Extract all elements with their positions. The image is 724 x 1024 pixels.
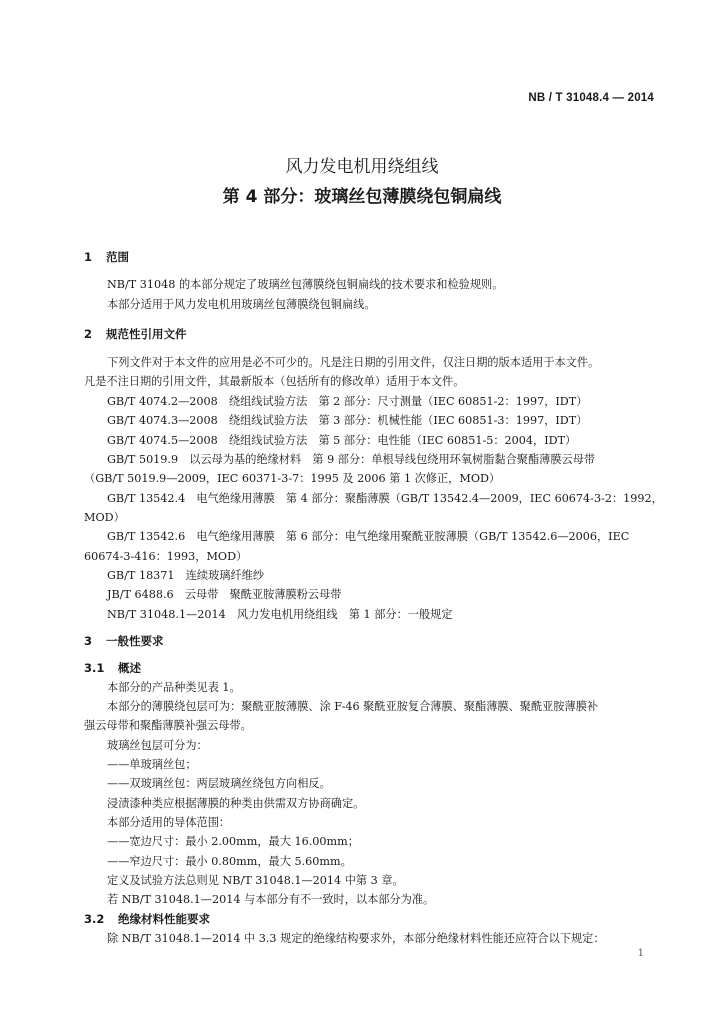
subsection-title: 概述 — [118, 661, 141, 675]
paragraph: 若 NB/T 31048.1—2014 与本部分有不一致时，以本部分为准。 — [107, 893, 435, 906]
list-item: ——双玻璃丝包：两层玻璃丝绕包方向相反。 — [107, 777, 331, 790]
section-title: 一般性要求 — [106, 634, 164, 648]
reference-item-cont: （GB/T 5019.9—2009，IEC 60371-3-7：1995 及 2006 第 1 次修正，MOD） — [84, 472, 501, 485]
paragraph: 本部分的产品种类见表 1。 — [107, 681, 241, 694]
document-subtitle: 第 4 部分：玻璃丝包薄膜绕包铜扁线 — [222, 187, 502, 207]
paragraph: NB/T 31048 的本部分规定了玻璃丝包薄膜绕包铜扁线的技术要求和检验规则。 — [107, 278, 504, 291]
list-item: ——单玻璃丝包； — [107, 758, 197, 771]
page-number: 1 — [637, 948, 644, 959]
reference-item: GB/T 18371 连续玻璃纤维纱 — [107, 569, 265, 582]
reference-item: GB/T 5019.9 以云母为基的绝缘材料 第 9 部分：单根导线包绕用环氧树脂黏合聚酯薄膜云母带 — [107, 453, 596, 466]
subsection-3-1-heading — [84, 661, 664, 675]
section-title: 范围 — [106, 250, 129, 264]
reference-item: GB/T 4074.5—2008 绕组线试验方法 第 5 部分：电性能（IEC 60851-5：2004，IDT） — [107, 434, 577, 447]
reference-item: GB/T 13542.6 电气绝缘用薄膜 第 6 部分：电气绝缘用聚酰亚胺薄膜（GB/T 13542.6—2006，IEC — [107, 530, 630, 543]
reference-item: GB/T 13542.4 电气绝缘用薄膜 第 4 部分：聚酯薄膜（GB/T 13542.4—2009，IEC 60674-3-2：1992， — [107, 492, 663, 505]
subsection-number: 3.1 — [84, 661, 105, 675]
document-title: 风力发电机用绕组线 — [285, 157, 439, 177]
reference-item: JB/T 6488.6 云母带 聚酰亚胺薄膜粉云母带 — [107, 588, 342, 601]
section-number: 2 — [84, 327, 93, 341]
list-item: ——窄边尺寸：最小 0.80mm，最大 5.60mm。 — [107, 855, 352, 868]
section-2-heading — [84, 327, 664, 341]
paragraph: 本部分适用的导体范围： — [107, 816, 231, 829]
paragraph: 定义及试验方法总则见 NB/T 31048.1—2014 中第 3 章。 — [107, 874, 404, 887]
paragraph: 本部分的薄膜绕包层可为：聚酰亚胺薄膜、涂 F-46 聚酰亚胺复合薄膜、聚酯薄膜、聚酰亚胺薄膜补 — [107, 700, 599, 713]
paragraph: 玻璃丝包层可分为： — [107, 739, 208, 752]
paragraph: 浸渍漆种类应根据薄膜的种类由供需双方协商确定。 — [107, 797, 365, 810]
list-item: ——宽边尺寸：最小 2.00mm，最大 16.00mm； — [107, 835, 359, 848]
paragraph: 除 NB/T 31048.1—2014 中 3.3 规定的绝缘结构要求外，本部分绝缘材料性能还应符合以下规定： — [107, 932, 605, 945]
reference-item: NB/T 31048.1—2014 风力发电机用绕组线 第 1 部分：一般规定 — [107, 608, 453, 621]
reference-item: GB/T 4074.3—2008 绕组线试验方法 第 3 部分：机械性能（IEC 60851-3：1997，IDT） — [107, 414, 588, 427]
section-3-heading — [84, 634, 664, 648]
reference-item-cont: MOD） — [84, 511, 125, 524]
section-number: 3 — [84, 634, 93, 648]
paragraph: 凡是不注日期的引用文件，其最新版本（包括所有的修改单）适用于本文件。 — [84, 375, 465, 388]
reference-item-cont: 60674-3-416：1993，MOD） — [84, 550, 248, 563]
subsection-3-2-heading — [84, 912, 664, 926]
section-title: 规范性引用文件 — [106, 327, 187, 341]
paragraph: 下列文件对于本文件的应用是必不可少的。凡是注日期的引用文件，仅注日期的版本适用于本文件。 — [107, 356, 600, 369]
subsection-title: 绝缘材料性能要求 — [118, 912, 210, 926]
standard-code: NB / T 31048.4 — 2014 — [528, 92, 654, 104]
reference-item: GB/T 4074.2—2008 绕组线试验方法 第 2 部分：尺寸测量（IEC 60851-2：1997，IDT） — [107, 395, 588, 408]
section-number: 1 — [84, 250, 93, 264]
paragraph: 本部分适用于风力发电机用玻璃丝包薄膜绕包铜扁线。 — [107, 298, 376, 311]
section-1-heading — [84, 250, 664, 264]
subsection-number: 3.2 — [84, 912, 105, 926]
paragraph-cont: 强云母带和聚酯薄膜补强云母带。 — [84, 719, 252, 732]
